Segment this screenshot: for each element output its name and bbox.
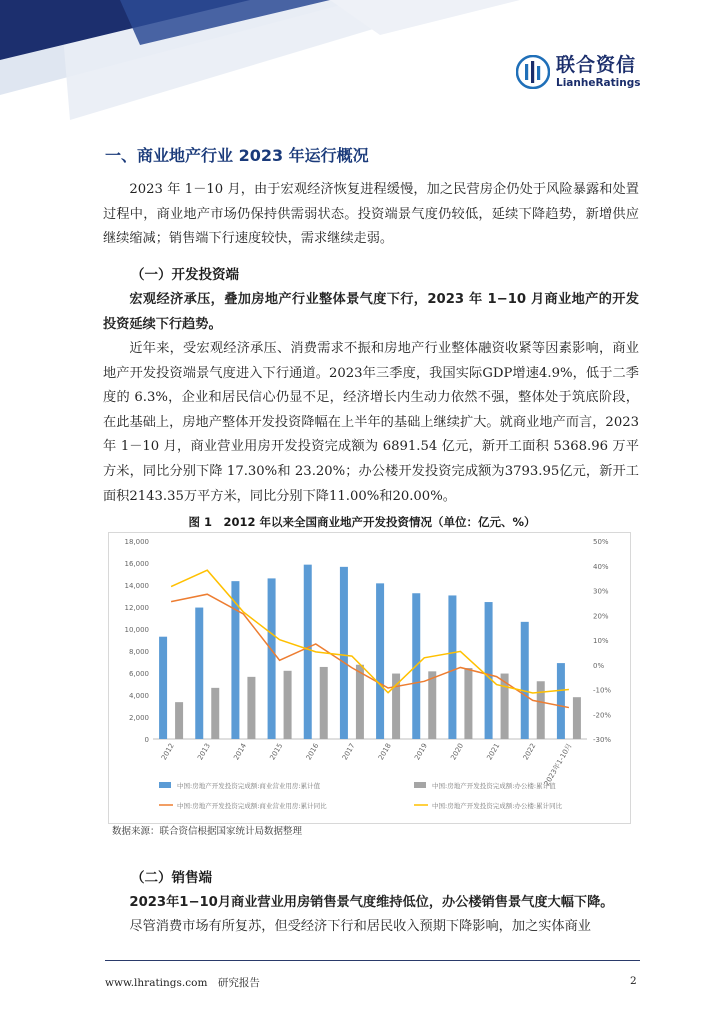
sales-body: 尽管消费市场有所复苏，但受经济下行和居民收入预期下降影响，加之实体商业 bbox=[129, 919, 591, 934]
right-tick-label: 0% bbox=[593, 661, 605, 670]
left-tick-label: 12,000 bbox=[124, 604, 149, 612]
category-label: 2013 bbox=[196, 742, 212, 762]
bar-office bbox=[247, 677, 255, 739]
category-label: 2017 bbox=[340, 742, 357, 762]
left-tick-label: 0 bbox=[144, 736, 149, 744]
footer-site: www.lhratings.com 研究报告 bbox=[105, 977, 260, 989]
right-tick-label: -10% bbox=[593, 686, 612, 695]
right-tick-label: 30% bbox=[593, 587, 609, 596]
investment-body: 近年来，受宏观经济承压、消费需求不振和房地产行业整体融资收紧等因素影响，商业地产开发投资端景气度进入下行通道。2023年三季度，我国实际GDP增速4.9%，低于二季度的 6.3%，企业和居民信心仍显不足，经济增长内生动力依然不强，整体处于筑底阶段，在此基础上，房地产整体开发投资降幅在上半年的基础上继续扩大。就商业地产而言，2023 年 1－10 月，商业营业用房开发投资完成额为 6891.54 亿元，新开工面积 5368.96 万平方米，同比分别下降 17.30%和 23.20%；办公楼开发投资完成额为3793.95亿元，新开工面积2143.35万平方米，同比分别下降11.00%和20.00%。 bbox=[103, 341, 639, 504]
category-label: 2018 bbox=[376, 742, 393, 762]
page-number: 2 bbox=[630, 975, 637, 987]
bar-commercial bbox=[485, 602, 493, 739]
bar-office bbox=[573, 697, 581, 739]
bar-commercial bbox=[304, 565, 312, 739]
section-title: 一、商业地产行业 2023 年运行概况 bbox=[105, 146, 369, 165]
category-label: 2015 bbox=[268, 742, 285, 762]
right-tick-label: 40% bbox=[593, 562, 609, 571]
bar-office bbox=[356, 665, 364, 739]
legend-label: 中国:房地产开发投资完成额:办公楼:累计同比 bbox=[432, 802, 563, 810]
right-tick-label: -20% bbox=[593, 711, 612, 720]
left-tick-label: 10,000 bbox=[124, 626, 149, 634]
legend-swatch bbox=[414, 782, 426, 788]
bar-commercial bbox=[448, 595, 456, 739]
sales-lead: 2023年1−10月商业营业用房销售景气度维持低位，办公楼销售景气度大幅下降。 bbox=[129, 895, 614, 910]
right-tick-label: -30% bbox=[593, 736, 612, 744]
left-tick-label: 14,000 bbox=[124, 582, 149, 590]
legend-label: 中国:房地产开发投资完成额:办公楼:累计值 bbox=[432, 782, 556, 790]
left-tick-label: 4,000 bbox=[128, 692, 149, 700]
logo-mark-icon bbox=[516, 55, 550, 89]
investment-lead: 宏观经济承压，叠加房地产行业整体景气度下行，2023 年 1−10 月商业地产的开发投资延续下行趋势。 bbox=[103, 292, 639, 332]
bar-commercial bbox=[376, 583, 384, 739]
left-tick-label: 16,000 bbox=[124, 560, 149, 568]
line-office-yoy bbox=[171, 570, 569, 693]
left-tick-label: 8,000 bbox=[128, 648, 149, 656]
legend-label: 中国:房地产开发投资完成额:商业营业用房:累计值 bbox=[177, 782, 321, 790]
category-label: 2022 bbox=[521, 742, 538, 762]
left-tick-label: 18,000 bbox=[124, 538, 149, 546]
left-tick-label: 2,000 bbox=[128, 714, 149, 722]
bar-office bbox=[175, 702, 183, 739]
bar-office bbox=[537, 681, 545, 739]
bar-office bbox=[284, 671, 292, 739]
category-label: 2016 bbox=[304, 742, 321, 762]
bar-commercial bbox=[195, 608, 203, 739]
category-label: 2023年1-10月 bbox=[542, 742, 574, 788]
bar-commercial bbox=[231, 581, 239, 739]
figure-title: 图 1 2012 年以来全国商业地产开发投资情况（单位：亿元、%） bbox=[188, 515, 536, 529]
logo-english-name: LianheRatings bbox=[556, 76, 641, 89]
right-tick-label: 50% bbox=[593, 538, 609, 546]
bar-commercial bbox=[159, 637, 167, 739]
chart-svg bbox=[109, 533, 630, 823]
bar-commercial bbox=[268, 578, 276, 739]
category-label: 2021 bbox=[485, 742, 502, 762]
bar-office bbox=[392, 674, 400, 739]
bar-office bbox=[464, 668, 472, 739]
subsection-title-investment: （一）开发投资端 bbox=[131, 267, 239, 283]
legend-swatch bbox=[159, 782, 171, 788]
investment-chart bbox=[108, 532, 631, 824]
footer-divider bbox=[105, 960, 640, 961]
bar-office bbox=[320, 667, 328, 739]
category-label: 2020 bbox=[449, 742, 466, 762]
bar-commercial bbox=[340, 567, 348, 739]
left-tick-label: 6,000 bbox=[128, 670, 149, 678]
brand-logo bbox=[516, 55, 640, 89]
intro-paragraph: 2023 年 1－10 月，由于宏观经济恢复进程缓慢，加之民营房企仍处于风险暴露和处置过程中，商业地产市场仍保持供需弱状态。投资端景气度仍较低，延续下降趋势，新增供应继续缩减；销售端下行速度较快，需求继续走弱。 bbox=[103, 182, 639, 247]
bar-commercial bbox=[557, 663, 565, 739]
bar-commercial bbox=[521, 622, 529, 739]
logo-chinese-name: 联合资信 bbox=[556, 53, 637, 76]
figure-source: 数据来源：联合资信根据国家统计局数据整理 bbox=[112, 826, 303, 837]
category-label: 2012 bbox=[159, 742, 176, 762]
category-label: 2019 bbox=[413, 742, 429, 762]
legend-label: 中国:房地产开发投资完成额:商业营业用房:累计同比 bbox=[177, 802, 327, 810]
subsection-title-sales: （二）销售端 bbox=[131, 870, 212, 886]
bar-office bbox=[428, 671, 436, 739]
bar-office bbox=[211, 688, 219, 739]
line-commercial-yoy bbox=[171, 594, 569, 707]
right-tick-label: 20% bbox=[593, 612, 609, 621]
category-label: 2014 bbox=[232, 742, 249, 762]
right-tick-label: 10% bbox=[593, 637, 609, 645]
